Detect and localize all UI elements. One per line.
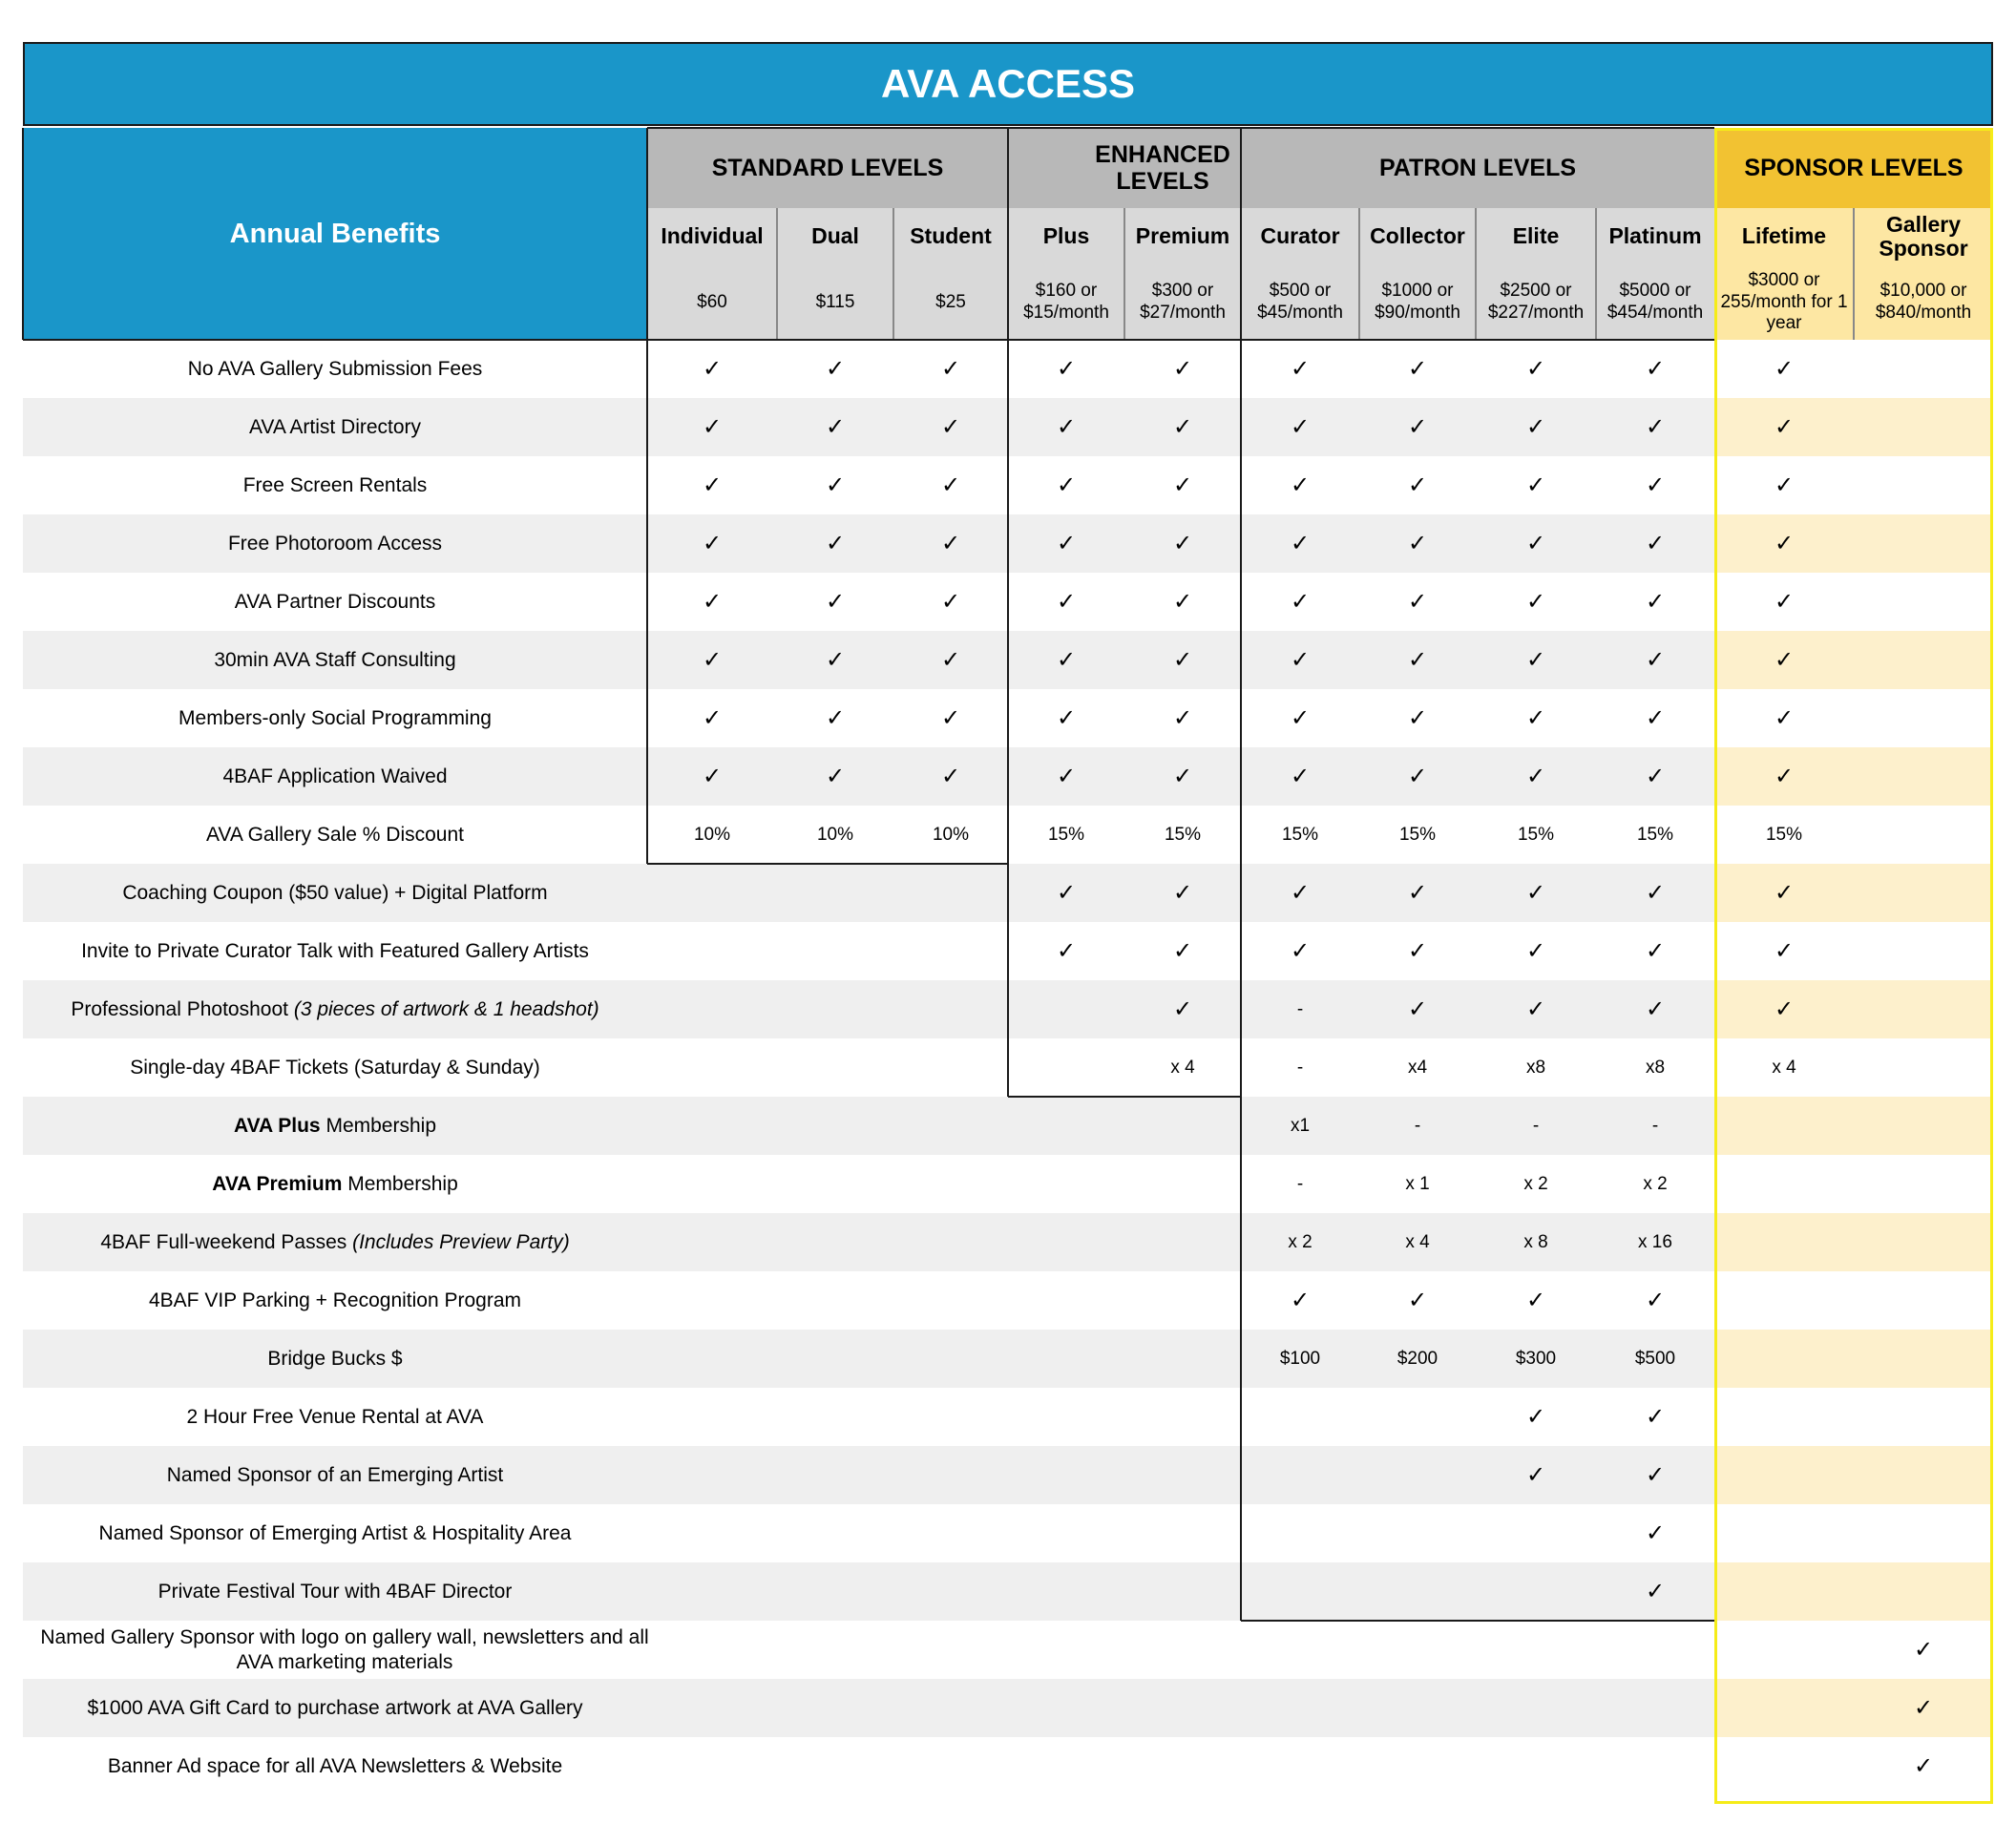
level-name: Dual xyxy=(811,223,859,249)
row-label xyxy=(23,980,647,1038)
row-label xyxy=(23,456,647,514)
level-name: Lifetime xyxy=(1741,223,1827,249)
row-label-main: 30min AVA Staff Consulting xyxy=(214,648,456,671)
value-cell: 10% xyxy=(693,824,731,845)
row-label-text xyxy=(158,1580,513,1603)
checkmark-cell: ✓ xyxy=(1645,1520,1666,1546)
section-border xyxy=(23,339,1714,341)
header-column-divider xyxy=(1358,208,1360,340)
level-group-header: ENHANCED LEVELS xyxy=(1008,128,1317,208)
checkmark-cell: ✓ xyxy=(1172,764,1193,789)
checkmark-cell: ✓ xyxy=(1774,705,1795,731)
value-cell: 15% xyxy=(1636,824,1674,845)
checkmark-cell: ✓ xyxy=(1645,880,1666,906)
row-label-text xyxy=(188,357,483,381)
value-cell: - xyxy=(1414,1115,1421,1136)
checkmark-cell: ✓ xyxy=(1525,356,1546,382)
checkmark-cell: ✓ xyxy=(1407,589,1428,615)
row-label xyxy=(23,864,647,922)
level-price: $2500 or $227/month xyxy=(1487,281,1585,323)
checkmark-cell: ✓ xyxy=(1645,705,1666,731)
checkmark-cell: ✓ xyxy=(1172,414,1193,440)
checkmark-cell: ✓ xyxy=(1407,938,1428,964)
checkmark-cell: ✓ xyxy=(1407,1288,1428,1313)
checkmark-cell: ✓ xyxy=(1913,1695,1934,1721)
row-label xyxy=(23,922,647,980)
level-price: $60 xyxy=(697,291,727,312)
section-border xyxy=(1007,128,1009,1097)
checkmark-cell: ✓ xyxy=(1290,589,1311,615)
level-group-header: STANDARD LEVELS xyxy=(647,128,1008,208)
checkmark-cell: ✓ xyxy=(702,705,723,731)
checkmark-cell: ✓ xyxy=(1056,938,1077,964)
row-label-main: Membership xyxy=(347,1172,458,1195)
row-label xyxy=(23,1446,647,1504)
checkmark-cell: ✓ xyxy=(702,589,723,615)
row-label xyxy=(23,689,647,747)
checkmark-cell: ✓ xyxy=(1913,1753,1934,1779)
row-label-bold: AVA Premium xyxy=(212,1172,343,1195)
row-label xyxy=(23,1621,666,1679)
level-column-header xyxy=(1241,208,1359,340)
checkmark-cell: ✓ xyxy=(1172,647,1193,673)
row-label-text xyxy=(206,823,464,847)
row-label-text xyxy=(130,1056,540,1079)
value-cell: 15% xyxy=(1281,824,1319,845)
header-column-divider xyxy=(1475,208,1477,340)
row-label xyxy=(23,573,647,631)
row-label-text xyxy=(108,1754,562,1778)
sponsor-row-shade xyxy=(1714,1097,1993,1155)
checkmark-cell: ✓ xyxy=(940,414,961,440)
row-label xyxy=(23,1155,647,1213)
row-label xyxy=(23,1679,647,1737)
checkmark-cell: ✓ xyxy=(1525,414,1546,440)
checkmark-cell: ✓ xyxy=(825,705,846,731)
checkmark-cell: ✓ xyxy=(1774,938,1795,964)
checkmark-cell: ✓ xyxy=(1525,764,1546,789)
header-column-divider xyxy=(776,208,778,340)
level-price: $5000 or $454/month xyxy=(1606,281,1704,323)
sponsor-row-shade xyxy=(1714,1330,1993,1388)
checkmark-cell: ✓ xyxy=(1774,356,1795,382)
level-price: $1000 or $90/month xyxy=(1375,281,1460,323)
row-label-main: Bridge Bucks $ xyxy=(267,1347,403,1370)
row-label-main: $1000 AVA Gift Card to purchase artwork at AVA Gallery xyxy=(87,1696,583,1719)
checkmark-cell: ✓ xyxy=(1645,938,1666,964)
row-label xyxy=(23,1388,647,1446)
value-cell: 15% xyxy=(1164,824,1202,845)
row-label xyxy=(23,1097,647,1155)
level-name: Individual xyxy=(661,223,764,249)
checkmark-cell: ✓ xyxy=(1774,647,1795,673)
checkmark-cell: ✓ xyxy=(702,356,723,382)
section-border xyxy=(1241,1620,1714,1622)
checkmark-cell: ✓ xyxy=(1525,880,1546,906)
checkmark-cell: ✓ xyxy=(940,531,961,556)
checkmark-cell: ✓ xyxy=(825,414,846,440)
checkmark-cell: ✓ xyxy=(1525,705,1546,731)
value-cell: $300 xyxy=(1515,1348,1557,1369)
value-cell: - xyxy=(1296,998,1304,1019)
sponsor-row-shade xyxy=(1714,1213,1993,1271)
level-price: $10,000 or $840/month xyxy=(1875,281,1972,323)
checkmark-cell: ✓ xyxy=(1407,356,1428,382)
row-label-text xyxy=(99,1521,572,1545)
value-cell: x 1 xyxy=(1405,1173,1430,1194)
checkmark-cell: ✓ xyxy=(1407,414,1428,440)
checkmark-cell: ✓ xyxy=(1056,472,1077,498)
row-label-text xyxy=(81,939,589,963)
checkmark-cell: ✓ xyxy=(1525,1404,1546,1430)
checkmark-cell: ✓ xyxy=(940,589,961,615)
section-border xyxy=(647,127,1714,129)
checkmark-cell: ✓ xyxy=(1645,531,1666,556)
value-cell: 15% xyxy=(1517,824,1555,845)
checkmark-cell: ✓ xyxy=(940,356,961,382)
value-cell: x 4 xyxy=(1170,1057,1195,1078)
checkmark-cell: ✓ xyxy=(1525,1288,1546,1313)
level-price: $3000 or 255/month for 1 year xyxy=(1720,269,1848,334)
row-label-text xyxy=(87,1696,582,1720)
checkmark-cell: ✓ xyxy=(1407,705,1428,731)
sponsor-row-shade xyxy=(1714,1562,1993,1621)
row-label xyxy=(23,806,647,864)
row-label-bold: AVA Plus xyxy=(233,1114,321,1137)
row-label-text xyxy=(178,706,492,730)
checkmark-cell: ✓ xyxy=(1056,880,1077,906)
checkmark-cell: ✓ xyxy=(1056,764,1077,789)
level-price: $115 xyxy=(815,291,855,312)
row-label-main: Free Screen Rentals xyxy=(242,473,428,496)
checkmark-cell: ✓ xyxy=(1056,705,1077,731)
row-label-main: Named Sponsor of an Emerging Artist xyxy=(166,1463,504,1486)
row-label-text xyxy=(243,473,428,497)
level-column-header xyxy=(1596,208,1714,340)
checkmark-cell: ✓ xyxy=(1774,764,1795,789)
level-price: $25 xyxy=(935,291,966,312)
checkmark-cell: ✓ xyxy=(1645,414,1666,440)
level-name: Premium xyxy=(1135,223,1230,249)
checkmark-cell: ✓ xyxy=(1407,996,1428,1022)
level-column-header xyxy=(647,208,777,340)
checkmark-cell: ✓ xyxy=(825,764,846,789)
level-column-header xyxy=(1359,208,1476,340)
row-label xyxy=(23,631,647,689)
row-label xyxy=(23,514,647,573)
row-label-text xyxy=(212,1172,458,1196)
value-cell: x 4 xyxy=(1405,1231,1430,1252)
checkmark-cell: ✓ xyxy=(702,414,723,440)
value-cell: x 2 xyxy=(1523,1173,1548,1194)
level-price: $160 or $15/month xyxy=(1023,281,1109,323)
checkmark-cell: ✓ xyxy=(1290,764,1311,789)
checkmark-cell: ✓ xyxy=(1172,472,1193,498)
checkmark-cell: ✓ xyxy=(1645,764,1666,789)
level-price: $300 or $27/month xyxy=(1140,281,1226,323)
row-label-main: 2 Hour Free Venue Rental at AVA xyxy=(186,1405,484,1428)
checkmark-cell: ✓ xyxy=(1913,1637,1934,1663)
checkmark-cell: ✓ xyxy=(1525,472,1546,498)
checkmark-cell: ✓ xyxy=(940,647,961,673)
level-column-header xyxy=(1124,208,1241,340)
row-label-main: Members-only Social Programming xyxy=(178,706,492,729)
value-cell: - xyxy=(1532,1115,1540,1136)
row-label-text xyxy=(187,1405,484,1429)
row-label-main: Professional Photoshoot xyxy=(71,997,288,1020)
checkmark-cell: ✓ xyxy=(1290,938,1311,964)
row-label xyxy=(23,1213,647,1271)
row-label-text xyxy=(32,1625,657,1673)
row-label-text xyxy=(167,1463,504,1487)
row-label-note: (Includes Preview Party) xyxy=(352,1230,570,1253)
checkmark-cell: ✓ xyxy=(1407,880,1428,906)
row-label xyxy=(23,747,647,806)
row-label xyxy=(23,1330,647,1388)
row-label-main: AVA Gallery Sale % Discount xyxy=(205,823,464,846)
level-name: Gallery Sponsor xyxy=(1879,211,1968,261)
section-border xyxy=(646,128,648,864)
section-border xyxy=(1240,128,1242,1621)
row-label-text xyxy=(249,415,421,439)
checkmark-cell: ✓ xyxy=(1172,589,1193,615)
row-label-text xyxy=(235,590,435,614)
checkmark-cell: ✓ xyxy=(702,647,723,673)
row-label xyxy=(23,1504,647,1562)
value-cell: $100 xyxy=(1279,1348,1321,1369)
checkmark-cell: ✓ xyxy=(702,472,723,498)
checkmark-cell: ✓ xyxy=(1645,589,1666,615)
row-label xyxy=(23,340,647,398)
checkmark-cell: ✓ xyxy=(1525,1462,1546,1488)
level-column-header xyxy=(1008,208,1124,340)
row-label-text xyxy=(234,1114,436,1138)
level-column-header xyxy=(893,208,1008,340)
row-label-main: Banner Ad space for all AVA Newsletters & Website xyxy=(107,1754,563,1777)
value-cell: $200 xyxy=(1396,1348,1438,1369)
level-price: $500 or $45/month xyxy=(1257,281,1343,323)
checkmark-cell: ✓ xyxy=(1290,1288,1311,1313)
row-label-main: Coaching Coupon ($50 value) + Digital Platform xyxy=(122,881,548,904)
level-column-header xyxy=(1854,208,1993,340)
row-label-text xyxy=(149,1289,521,1312)
benefits-column-heading: Annual Benefits xyxy=(23,128,647,340)
value-cell: - xyxy=(1651,1115,1659,1136)
section-border xyxy=(647,863,1008,865)
checkmark-cell: ✓ xyxy=(825,531,846,556)
checkmark-cell: ✓ xyxy=(1407,531,1428,556)
value-cell: x 16 xyxy=(1638,1231,1672,1252)
checkmark-cell: ✓ xyxy=(1290,414,1311,440)
checkmark-cell: ✓ xyxy=(825,356,846,382)
checkmark-cell: ✓ xyxy=(1172,996,1193,1022)
level-column-header xyxy=(1714,208,1854,340)
section-border xyxy=(1008,1096,1241,1098)
value-cell: x 8 xyxy=(1523,1231,1548,1252)
checkmark-cell: ✓ xyxy=(1525,996,1546,1022)
value-cell: 15% xyxy=(1047,824,1085,845)
checkmark-cell: ✓ xyxy=(1525,531,1546,556)
row-label-main: Named Gallery Sponsor with logo on gallery wall, newsletters and all AVA marketing materials xyxy=(40,1626,649,1673)
checkmark-cell: ✓ xyxy=(1290,880,1311,906)
checkmark-cell: ✓ xyxy=(1774,996,1795,1022)
row-label-text xyxy=(222,765,447,788)
row-label-text xyxy=(122,881,547,905)
row-label-main: AVA Artist Directory xyxy=(248,415,422,438)
row-label-text xyxy=(100,1230,569,1254)
row-label-main: 4BAF Application Waived xyxy=(222,765,448,787)
row-label-main: Invite to Private Curator Talk with Featured Gallery Artists xyxy=(81,939,589,962)
sponsor-row-shade xyxy=(1714,1446,1993,1504)
row-label-text xyxy=(214,648,455,672)
value-cell: x 4 xyxy=(1772,1057,1796,1078)
row-label-text xyxy=(267,1347,402,1371)
row-label xyxy=(23,1737,647,1795)
value-cell: - xyxy=(1296,1173,1304,1194)
value-cell: 10% xyxy=(932,824,970,845)
row-label-main: Named Sponsor of Emerging Artist & Hospitality Area xyxy=(98,1521,572,1544)
checkmark-cell: ✓ xyxy=(1407,764,1428,789)
checkmark-cell: ✓ xyxy=(1645,996,1666,1022)
value-cell: x4 xyxy=(1407,1057,1428,1078)
value-cell: x 2 xyxy=(1288,1231,1312,1252)
table-title: AVA ACCESS xyxy=(23,42,1993,126)
checkmark-cell: ✓ xyxy=(1645,1462,1666,1488)
checkmark-cell: ✓ xyxy=(940,764,961,789)
checkmark-cell: ✓ xyxy=(1774,531,1795,556)
row-label-main: AVA Partner Discounts xyxy=(234,590,436,613)
checkmark-cell: ✓ xyxy=(1290,705,1311,731)
header-column-divider xyxy=(1595,208,1597,340)
checkmark-cell: ✓ xyxy=(702,531,723,556)
checkmark-cell: ✓ xyxy=(1525,647,1546,673)
value-cell: 10% xyxy=(816,824,854,845)
value-cell: x1 xyxy=(1290,1115,1311,1136)
checkmark-cell: ✓ xyxy=(1290,647,1311,673)
value-cell: x8 xyxy=(1645,1057,1666,1078)
checkmark-cell: ✓ xyxy=(1172,705,1193,731)
value-cell: - xyxy=(1296,1057,1304,1078)
checkmark-cell: ✓ xyxy=(825,647,846,673)
checkmark-cell: ✓ xyxy=(1525,589,1546,615)
level-name: Elite xyxy=(1512,223,1560,249)
checkmark-cell: ✓ xyxy=(1172,531,1193,556)
checkmark-cell: ✓ xyxy=(1645,1288,1666,1313)
level-name: Plus xyxy=(1042,223,1090,249)
header-column-divider xyxy=(1853,208,1855,340)
row-label-main: 4BAF Full-weekend Passes xyxy=(100,1230,347,1253)
checkmark-cell: ✓ xyxy=(825,472,846,498)
checkmark-cell: ✓ xyxy=(1645,647,1666,673)
row-label xyxy=(23,1271,647,1330)
checkmark-cell: ✓ xyxy=(1172,880,1193,906)
checkmark-cell: ✓ xyxy=(1056,647,1077,673)
value-cell: 15% xyxy=(1765,824,1803,845)
level-group-header: SPONSOR LEVELS xyxy=(1714,128,1993,208)
header-column-divider xyxy=(892,208,894,340)
checkmark-cell: ✓ xyxy=(1056,589,1077,615)
checkmark-cell: ✓ xyxy=(1290,531,1311,556)
level-column-header xyxy=(1476,208,1596,340)
checkmark-cell: ✓ xyxy=(1645,356,1666,382)
checkmark-cell: ✓ xyxy=(1407,472,1428,498)
checkmark-cell: ✓ xyxy=(1645,472,1666,498)
checkmark-cell: ✓ xyxy=(702,764,723,789)
checkmark-cell: ✓ xyxy=(1056,356,1077,382)
value-cell: 15% xyxy=(1398,824,1437,845)
section-border xyxy=(22,128,24,340)
level-name: Curator xyxy=(1260,223,1340,249)
row-label xyxy=(23,1038,647,1097)
checkmark-cell: ✓ xyxy=(1056,531,1077,556)
checkmark-cell: ✓ xyxy=(1774,472,1795,498)
checkmark-cell: ✓ xyxy=(1056,414,1077,440)
level-name: Platinum xyxy=(1608,223,1702,249)
checkmark-cell: ✓ xyxy=(1774,414,1795,440)
checkmark-cell: ✓ xyxy=(1172,938,1193,964)
checkmark-cell: ✓ xyxy=(1525,938,1546,964)
row-label-main: No AVA Gallery Submission Fees xyxy=(187,357,483,380)
row-label-main: Private Festival Tour with 4BAF Director xyxy=(158,1580,513,1603)
checkmark-cell: ✓ xyxy=(1172,356,1193,382)
row-label xyxy=(23,1562,647,1621)
checkmark-cell: ✓ xyxy=(1645,1579,1666,1604)
header-column-divider xyxy=(1124,208,1125,340)
row-label-main: 4BAF VIP Parking + Recognition Program xyxy=(148,1289,522,1311)
checkmark-cell: ✓ xyxy=(1774,589,1795,615)
value-cell: x8 xyxy=(1525,1057,1546,1078)
row-label-main: Membership xyxy=(326,1114,436,1137)
checkmark-cell: ✓ xyxy=(1774,880,1795,906)
checkmark-cell: ✓ xyxy=(1645,1404,1666,1430)
checkmark-cell: ✓ xyxy=(1407,647,1428,673)
level-group-header: PATRON LEVELS xyxy=(1241,128,1714,208)
checkmark-cell: ✓ xyxy=(1290,356,1311,382)
row-label xyxy=(23,398,647,456)
checkmark-cell: ✓ xyxy=(940,472,961,498)
checkmark-cell: ✓ xyxy=(1290,472,1311,498)
value-cell: x 2 xyxy=(1643,1173,1668,1194)
value-cell: $500 xyxy=(1634,1348,1676,1369)
level-name: Student xyxy=(910,223,992,249)
row-label-text xyxy=(71,997,598,1021)
level-name: Collector xyxy=(1370,223,1465,249)
checkmark-cell: ✓ xyxy=(825,589,846,615)
row-label-main: Free Photoroom Access xyxy=(227,532,443,555)
row-label-note: (3 pieces of artwork & 1 headshot) xyxy=(293,997,599,1020)
row-label-main: Single-day 4BAF Tickets (Saturday & Sunday) xyxy=(130,1056,540,1079)
row-label-text xyxy=(228,532,442,555)
checkmark-cell: ✓ xyxy=(940,705,961,731)
level-column-header xyxy=(777,208,893,340)
